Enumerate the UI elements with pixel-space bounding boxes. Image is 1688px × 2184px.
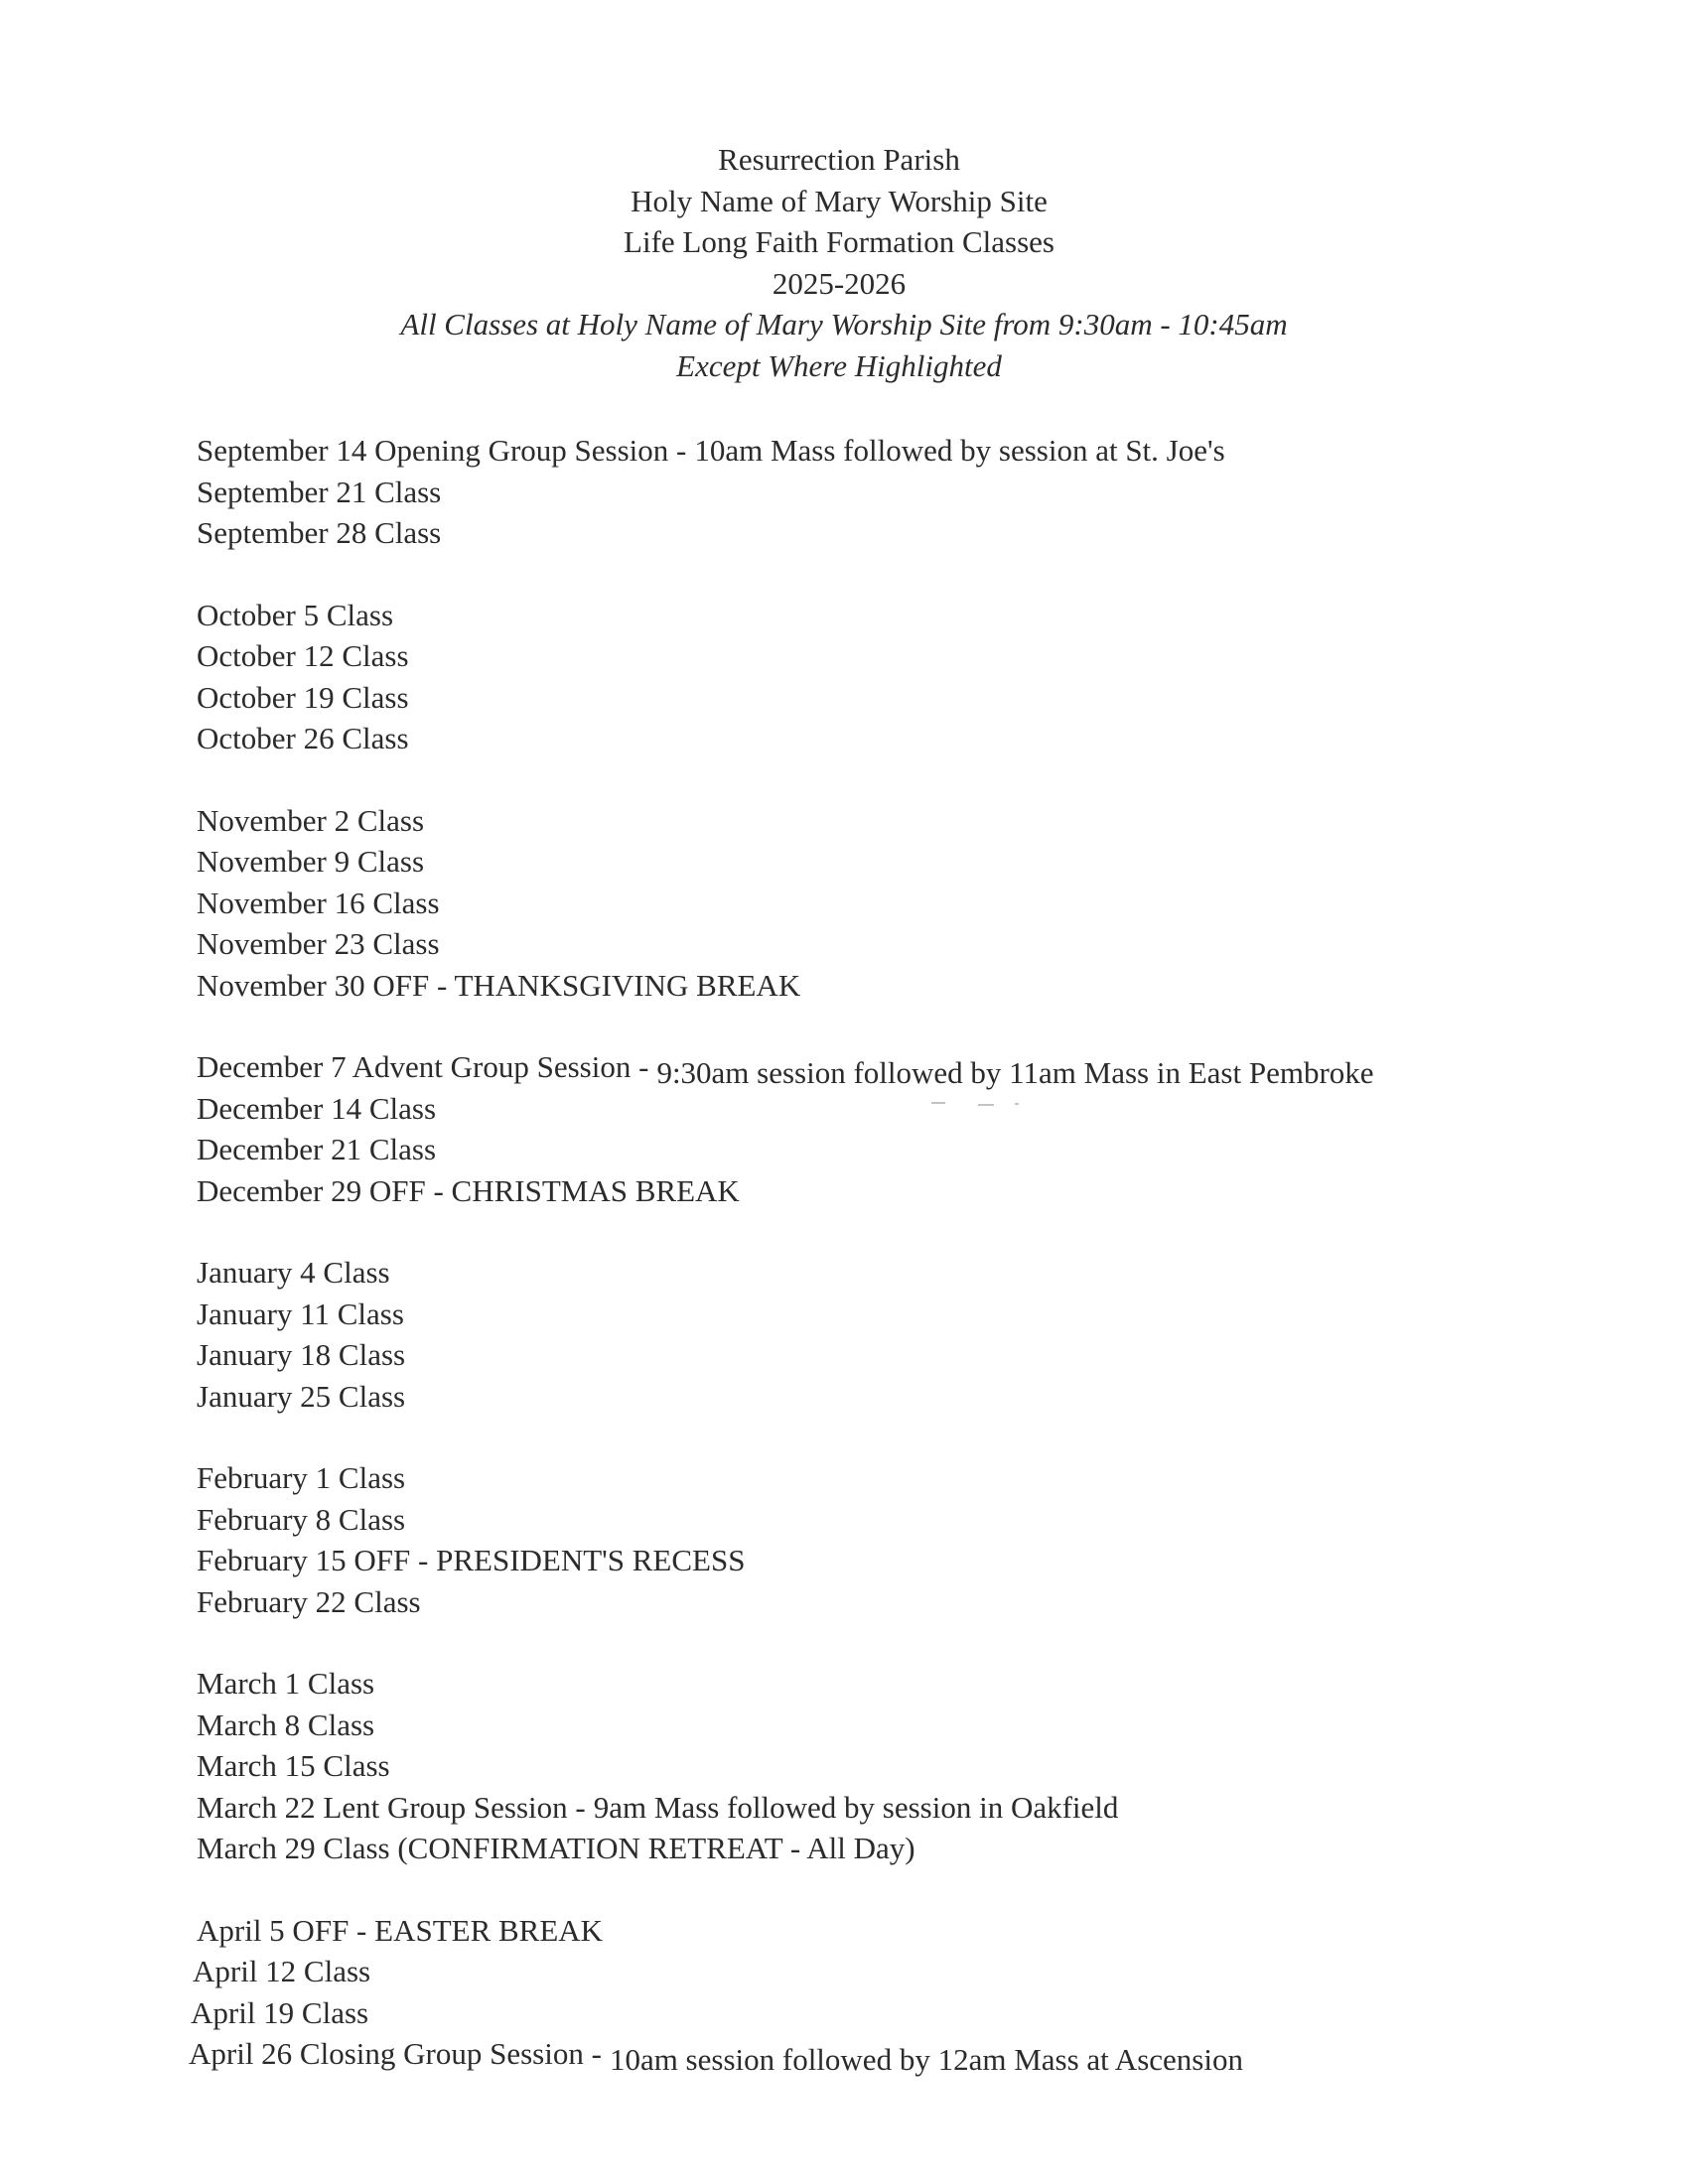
location-time-note: All Classes at Holy Name of Mary Worship Site from 9:30am - 10:45am — [400, 307, 1288, 341]
entry-date-text: February 1 Class — [197, 1460, 406, 1495]
entry-date-text: April 5 OFF - EASTER BREAK — [197, 1912, 604, 1948]
program-year: 2025-2026 — [772, 265, 907, 301]
entry-date-text: December 7 Advent Group Session - — [197, 1049, 649, 1084]
month-group-january — [197, 1252, 1487, 1417]
month-group-february — [197, 1457, 1487, 1622]
document-header — [0, 139, 1688, 386]
entry-date-text: February 22 Class — [197, 1583, 421, 1619]
scan-speck — [1015, 1103, 1019, 1105]
entry-date-text: October 26 Class — [197, 721, 409, 755]
exception-note: Except Where Highlighted — [676, 347, 1002, 383]
month-group-march — [197, 1663, 1487, 1869]
entry-date-text: February 8 Class — [197, 1501, 406, 1537]
entry-date-text: September 21 Class — [197, 474, 442, 509]
entry-date-text: January 11 Class — [197, 1296, 404, 1331]
month-group-december — [197, 1046, 1487, 1211]
schedule-entry — [197, 1705, 1487, 1746]
program-title: Life Long Faith Formation Classes — [624, 224, 1055, 259]
parish-name: Resurrection Parish — [718, 142, 960, 177]
schedule-entry — [197, 1376, 1487, 1418]
schedule-entry — [197, 800, 1487, 842]
schedule-entry — [197, 718, 1487, 759]
entry-date-text: September 14 Opening Group Session - — [197, 433, 687, 468]
entry-detail-text: 10am session followed by 12am Mass at Ascension — [609, 2042, 1243, 2077]
entry-date-text: March 29 Class (CONFIRMATION RETREAT - All Day) — [197, 1831, 915, 1865]
schedule-entry — [197, 1129, 1487, 1170]
entry-date-text: January 25 Class — [197, 1378, 406, 1414]
schedule-entry — [197, 1745, 1487, 1787]
schedule-entry — [197, 1663, 1487, 1705]
entry-date-text: January 18 Class — [197, 1337, 406, 1372]
month-group-september — [197, 430, 1487, 554]
entry-date-text: December 21 Class — [197, 1132, 437, 1166]
entry-date-text: March 22 Lent Group Session - — [197, 1789, 586, 1825]
schedule-entry — [197, 1252, 1487, 1294]
schedule-entry-break — [197, 965, 1487, 1007]
month-group-october — [197, 595, 1487, 759]
entry-date-text: December 14 Class — [197, 1090, 437, 1126]
scan-speck — [978, 1104, 994, 1106]
entry-date-text: April 26 Closing Group Session - — [189, 2036, 602, 2071]
entry-date-text: March 1 Class — [197, 1666, 375, 1701]
entry-date-text: November 30 OFF - THANKSGIVING BREAK — [197, 967, 801, 1003]
class-schedule — [189, 430, 1487, 2116]
schedule-entry — [197, 595, 1487, 636]
schedule-entry — [197, 1046, 1487, 1088]
schedule-entry — [197, 1088, 1487, 1130]
entry-date-text: November 23 Class — [197, 926, 440, 961]
schedule-entry — [197, 677, 1487, 719]
schedule-entry — [197, 1334, 1487, 1376]
entry-date-text: September 28 Class — [197, 515, 442, 550]
month-group-november — [197, 800, 1487, 1007]
entry-date-text: October 19 Class — [197, 679, 409, 715]
schedule-entry — [197, 883, 1487, 924]
schedule-entry-break — [197, 1540, 1487, 1581]
entry-date-text: December 29 OFF - CHRISTMAS BREAK — [197, 1172, 740, 1208]
schedule-entry-break — [197, 1910, 1487, 1952]
schedule-entry — [197, 1457, 1487, 1499]
entry-date-text: October 12 Class — [197, 638, 409, 673]
schedule-entry — [197, 923, 1487, 965]
entry-date-text: November 16 Class — [197, 885, 440, 920]
entry-detail-text: 10am Mass followed by session at St. Joe's — [694, 433, 1225, 468]
schedule-entry — [197, 841, 1487, 883]
schedule-entry — [193, 1951, 1483, 1992]
schedule-entry — [197, 635, 1487, 677]
entry-date-text: March 15 Class — [197, 1748, 390, 1783]
entry-detail-text: 9am Mass followed by session in Oakfield — [593, 1789, 1119, 1825]
entry-detail-text: 9:30am session followed by 11am Mass in East Pembroke — [656, 1055, 1374, 1090]
month-group-april — [189, 1910, 1487, 2077]
schedule-entry — [197, 1828, 1487, 1869]
scan-speck — [931, 1102, 945, 1104]
schedule-entry — [189, 2033, 1479, 2075]
schedule-entry — [197, 512, 1487, 554]
schedule-entry — [197, 1294, 1487, 1335]
entry-date-text: March 8 Class — [197, 1706, 375, 1742]
entry-date-text: April 12 Class — [193, 1954, 371, 1988]
entry-date-text: February 15 OFF - PRESIDENT'S RECESS — [197, 1543, 746, 1577]
entry-date-text: January 4 Class — [197, 1255, 390, 1290]
schedule-entry — [197, 1787, 1487, 1829]
entry-date-text: November 2 Class — [197, 802, 425, 838]
schedule-entry — [197, 1581, 1487, 1623]
entry-date-text: November 9 Class — [197, 844, 425, 879]
entry-date-text: October 5 Class — [197, 597, 394, 632]
entry-date-text: April 19 Class — [191, 1994, 369, 2030]
schedule-entry — [191, 1992, 1481, 2034]
schedule-entry — [197, 430, 1487, 472]
worship-site-name: Holy Name of Mary Worship Site — [631, 183, 1048, 218]
schedule-entry-break — [197, 1170, 1487, 1212]
schedule-entry — [197, 1499, 1487, 1541]
schedule-entry — [197, 472, 1487, 513]
